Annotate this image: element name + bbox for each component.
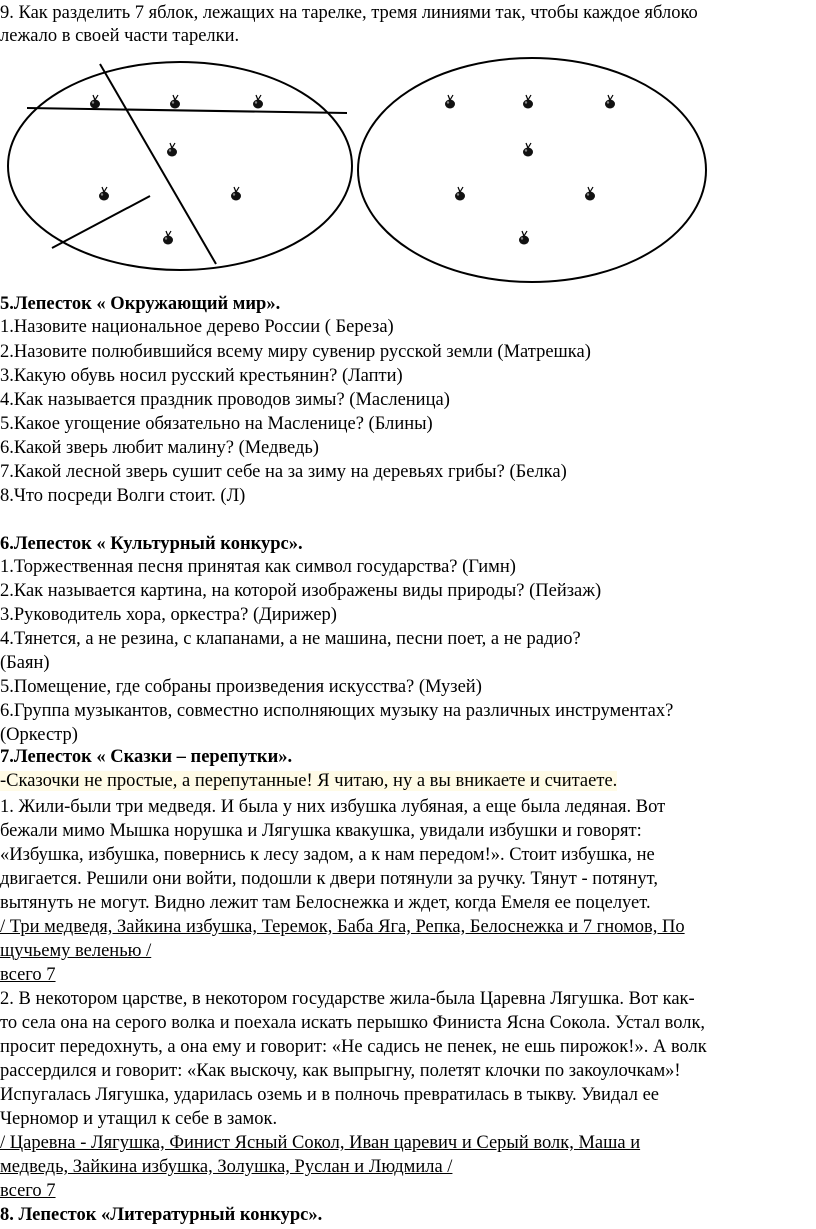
s7-story2-line: 2. В некотором царстве, в некотором государстве жила-была Царевна Лягушка. Вот как- <box>0 989 695 1009</box>
apple-icon <box>170 95 180 109</box>
s7-answer1-line: щучьему веленью / <box>0 941 152 961</box>
s7-total1: всего 7 <box>0 965 56 985</box>
s6-item: 5.Помещение, где собраны произведения искусства? (Музей) <box>0 677 482 697</box>
s6-item: (Оркестр) <box>0 725 78 745</box>
s5-item: 3.Какую обувь носил русский крестьянин? (Лапти) <box>0 366 403 386</box>
apple-icon <box>90 95 100 109</box>
s5-heading: 5.Лепесток « Окружающий мир». <box>0 294 281 314</box>
cut-line-diagonal-1 <box>100 64 216 264</box>
s8-heading: 8. Лепесток «Литературный конкурс». <box>0 1205 323 1225</box>
s7-intro-text: -Сказочки не простые, а перепутанные! Я читаю, ну а вы вникаете и считаете. <box>0 771 618 791</box>
apple-icon <box>445 95 455 109</box>
s6-item: 1.Торжественная песня принятая как символ государства? (Гимн) <box>0 557 516 577</box>
s7-story2-line: то села она на серого волка и поехала искать перышко Финиста Ясна Сокола. Устал волк, <box>0 1013 706 1033</box>
apple-icon <box>99 187 109 201</box>
s6-item: 3.Руководитель хора, оркестра? (Дирижер) <box>0 605 337 625</box>
s7-story1-line: двигается. Решили они войти, подошли к двери потянули за ручку. Тянут - потянут, <box>0 869 658 889</box>
apple-icon <box>585 187 595 201</box>
s5-item: 7.Какой лесной зверь сушит себе на за зиму на деревьях грибы? (Белка) <box>0 462 567 482</box>
s7-intro <box>0 770 617 793</box>
s7-story1-line: 1. Жили-были три медведя. И была у них избушка лубяная, а еще была ледяная. Вот <box>0 797 666 817</box>
apple-icon <box>523 95 533 109</box>
s6-heading: 6.Лепесток « Культурный конкурс». <box>0 534 303 554</box>
s7-story2-line: Испугалась Лягушка, ударилась оземь и в полночь превратилась в тыкву. Увидал ее <box>0 1085 659 1105</box>
s5-item: 1.Назовите национальное дерево России ( Береза) <box>0 317 394 337</box>
apple-icon <box>253 95 263 109</box>
s7-total2: всего 7 <box>0 1181 56 1201</box>
s5-item: 4.Как называется праздник проводов зимы? (Масленица) <box>0 390 450 410</box>
s7-story1-line: «Избушка, избушка, повернись к лесу задом, а к нам передом!». Стоит избушка, не <box>0 845 655 865</box>
s7-answer1-line: / Три медведя, Зайкина избушка, Теремок, Баба Яга, Репка, Белоснежка и 7 гномов, По <box>0 917 685 937</box>
apple-icon <box>519 231 529 245</box>
apple-icon <box>455 187 465 201</box>
apple-icon <box>167 143 177 157</box>
task9-line-1: 9. Как разделить 7 яблок, лежащих на тарелке, тремя линиями так, чтобы каждое яблоко <box>0 3 698 23</box>
s6-item: 4.Тянется, а не резина, с клапанами, а не машина, песни поет, а не радио? <box>0 629 581 649</box>
cut-line-diagonal-2 <box>52 196 150 248</box>
s7-story2-line: Черномор и утащил к себе в замок. <box>0 1109 278 1129</box>
s7-story2-line: просит передохнуть, а она ему и говорит: «Не садись не пенек, не ешь пирожок!». А волк <box>0 1037 707 1057</box>
s7-story1-line: вытянуть не могут. Видно лежит там Белоснежка и ждет, когда Емеля ее поцелует. <box>0 893 651 913</box>
apple-icon <box>523 143 533 157</box>
left-plate <box>8 62 352 270</box>
s6-item: 2.Как называется картина, на которой изображены виды природы? (Пейзаж) <box>0 581 602 601</box>
s7-story1-line: бежали мимо Мышка норушка и Лягушка квакушка, увидали избушки и говорят: <box>0 821 642 841</box>
s6-item: (Баян) <box>0 653 50 673</box>
apple-icon <box>163 231 173 245</box>
s5-item: 5.Какое угощение обязательно на Масленице? (Блины) <box>0 414 433 434</box>
task9-line-2: лежало в своей части тарелки. <box>0 26 240 46</box>
s5-item: 8.Что посреди Волги стоит. (Л) <box>0 486 246 506</box>
s7-answer2-line: / Царевна - Лягушка, Финист Ясный Сокол, Иван царевич и Серый волк, Маша и <box>0 1133 641 1153</box>
s6-item: 6.Группа музыкантов, совместно исполняющих музыку на различных инструментах? <box>0 701 674 721</box>
s5-item: 2.Назовите полюбившийся всему миру сувенир русской земли (Матрешка) <box>0 342 591 362</box>
s7-story2-line: рассердился и говорит: «Как выскочу, как выпрыгну, полетят клочки по закоулочкам»! <box>0 1061 681 1081</box>
s7-answer2-line: медведь, Зайкина избушка, Золушка, Руслан и Людмила / <box>0 1157 453 1177</box>
plates-figure <box>0 52 816 292</box>
cut-line-horizontal <box>27 108 347 113</box>
s5-item: 6.Какой зверь любит малину? (Медведь) <box>0 438 319 458</box>
apple-icon <box>231 187 241 201</box>
apple-icon <box>605 95 615 109</box>
right-plate <box>358 58 706 282</box>
s7-heading: 7.Лепесток « Сказки – перепутки». <box>0 747 293 767</box>
